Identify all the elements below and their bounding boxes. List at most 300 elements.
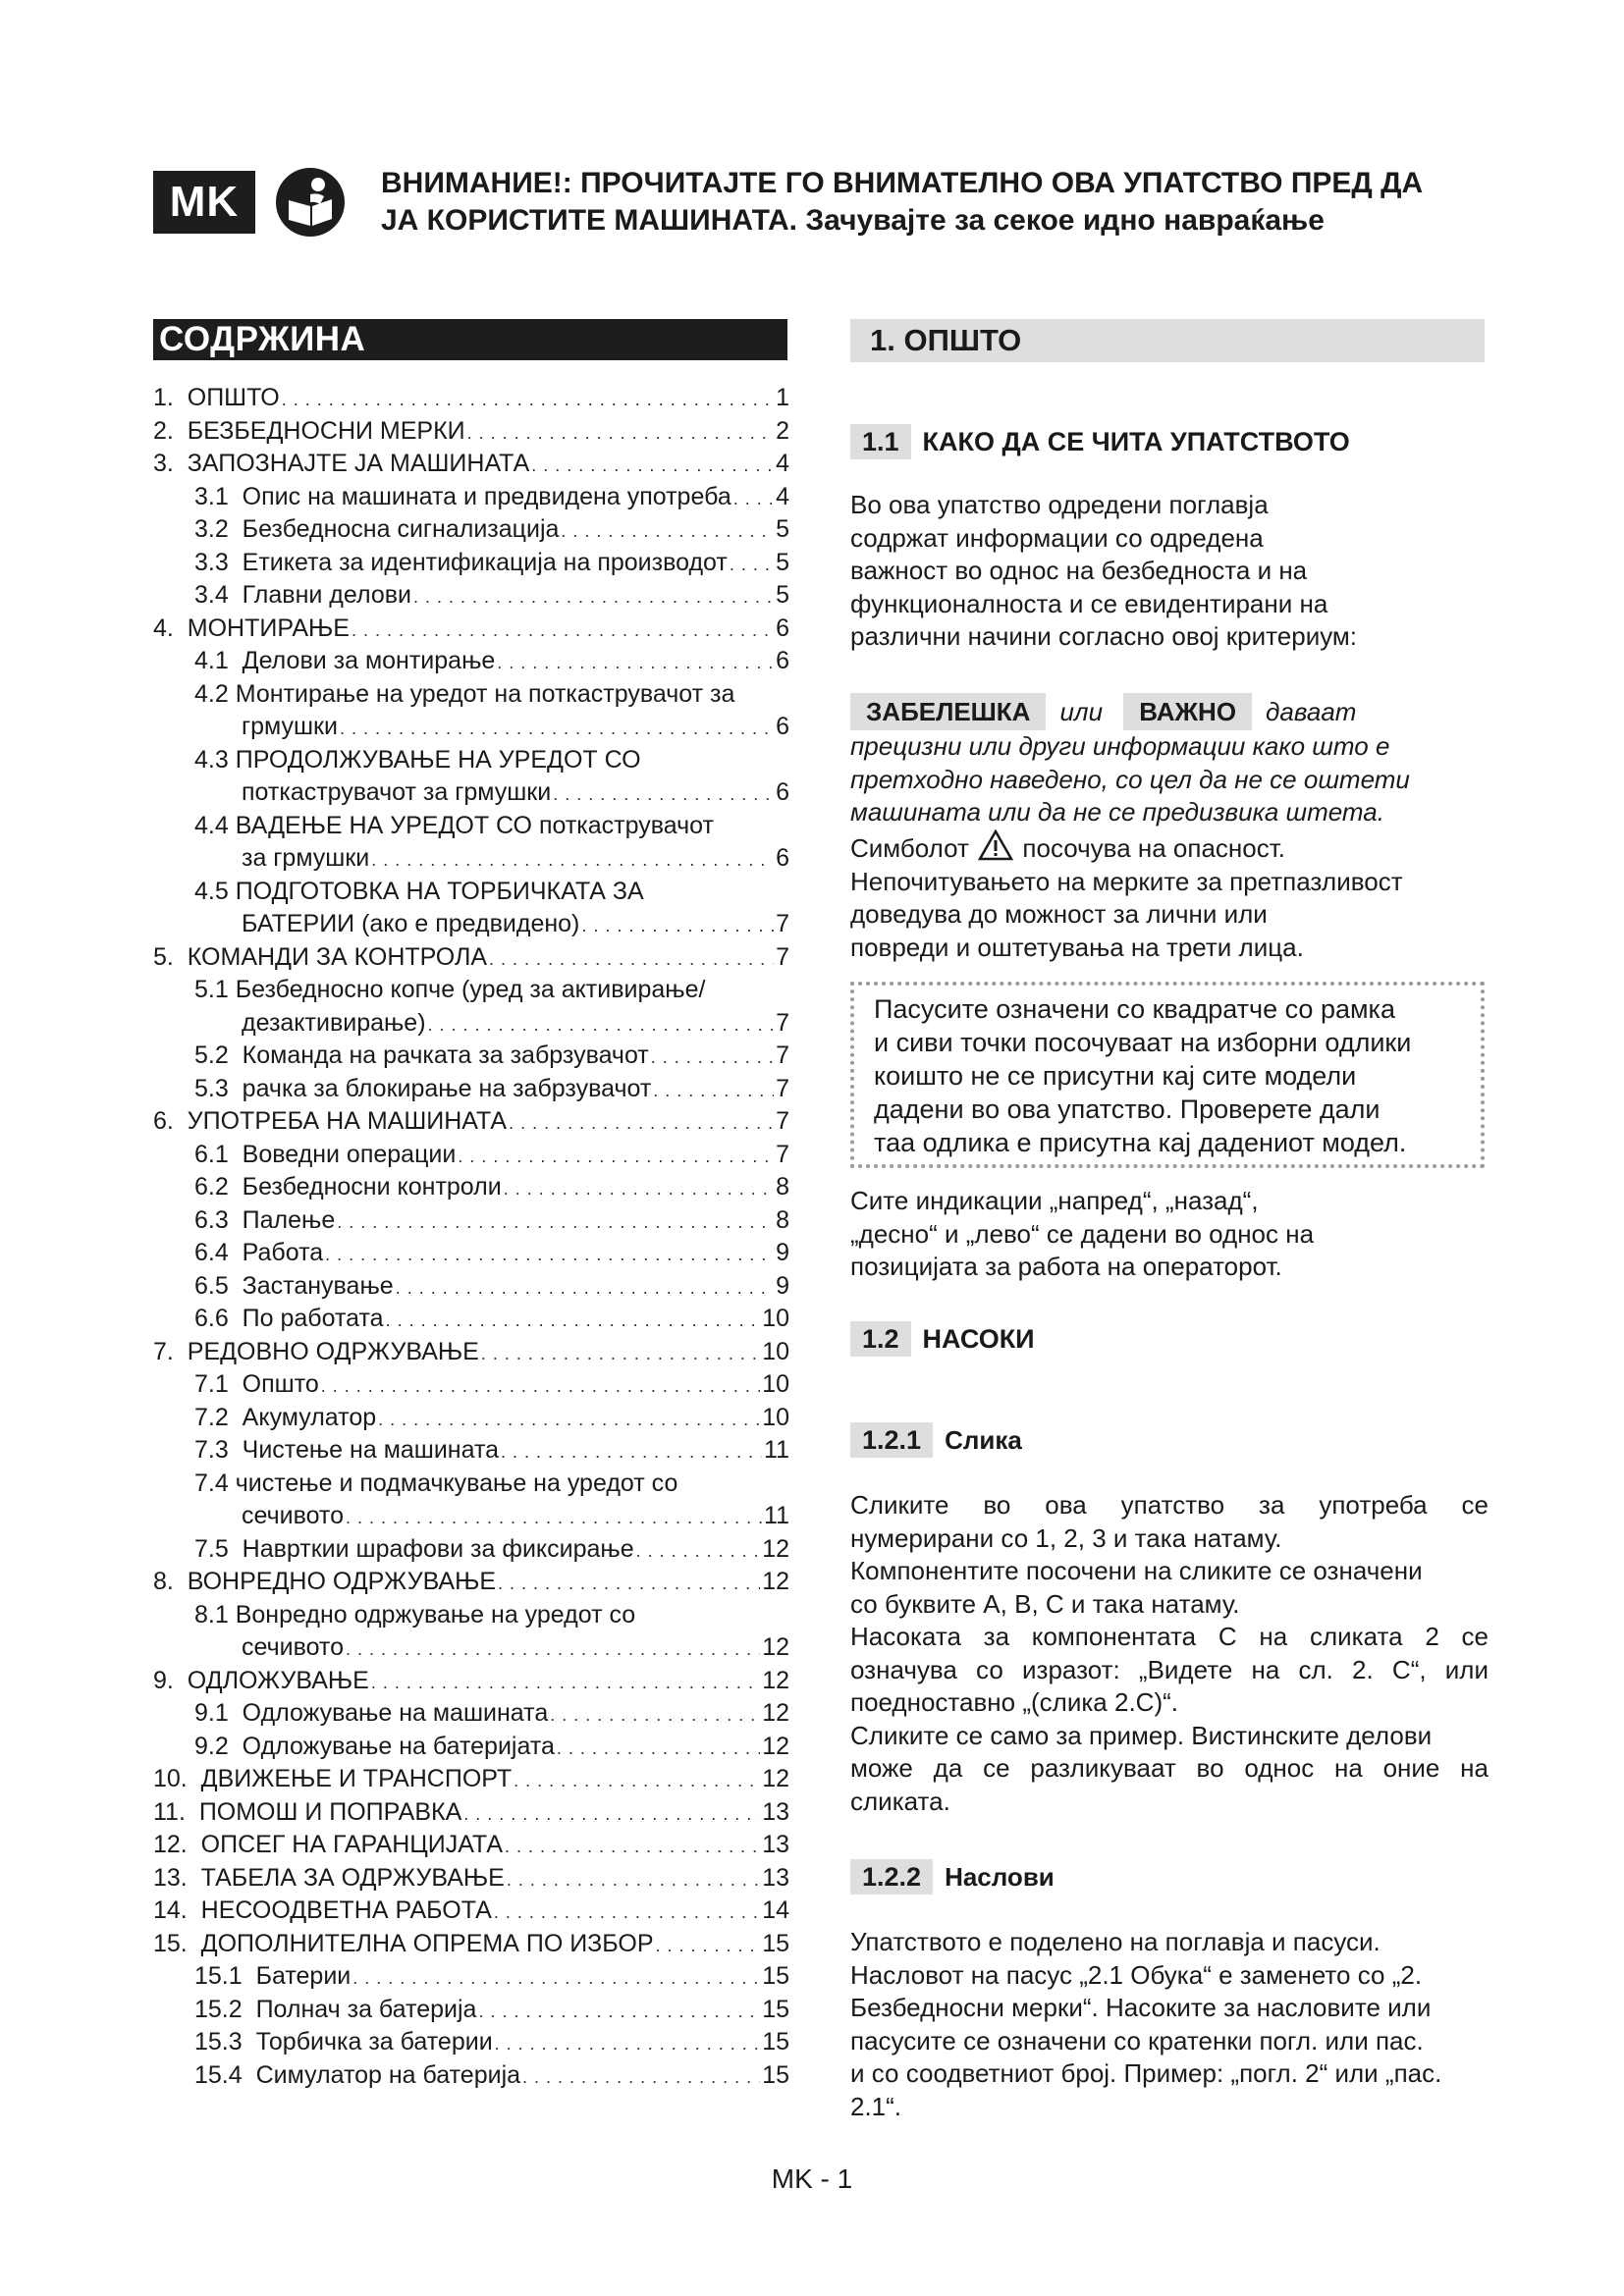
toc-entry-page: 6 <box>776 844 789 872</box>
toc-entry-number: 9. <box>153 1666 174 1694</box>
toc-leader-dots <box>428 1009 775 1042</box>
toc-entry[interactable] <box>153 1434 789 1468</box>
toc-entry-text: РЕДОВНО ОДРЖУВАЊЕ <box>187 1337 479 1365</box>
toc-entry-text: Полнач за батерија <box>255 1995 477 2023</box>
toc-entry[interactable] <box>153 1796 789 1830</box>
toc-entry-page: 12 <box>762 1534 789 1563</box>
toc-entry[interactable] <box>153 1040 789 1073</box>
toc-entry-number: 7. <box>153 1337 174 1365</box>
toc-entry-number: 3.2 <box>194 515 229 543</box>
warning-line-2: ЈА КОРИСТИТЕ МАШИНАТА. Зачувајте за секое идно навраќање <box>381 204 1325 237</box>
note-badge: ЗАБЕЛЕШКА <box>850 693 1046 730</box>
toc-entry-page: 15 <box>762 2060 789 2089</box>
toc-leader-dots <box>346 1502 762 1535</box>
toc-entry-page: 7 <box>776 1140 789 1168</box>
text-line: означува со изразот: „Видете на сл. 2. С“, или <box>850 1654 1489 1684</box>
toc-entry-page: 11 <box>764 1502 789 1529</box>
toc-entry-text: ПОДГОТОВКА НА ТОРБИЧКАТА ЗА <box>235 877 644 905</box>
toc-entry[interactable] <box>153 1960 789 1994</box>
toc-entry[interactable] <box>153 1895 789 1928</box>
toc-entry[interactable] <box>153 1303 789 1336</box>
toc-entry-text: Застанување <box>242 1271 394 1300</box>
toc-entry[interactable] <box>153 876 789 909</box>
toc-entry[interactable] <box>153 1665 789 1698</box>
toc-leader-dots <box>494 1896 760 1930</box>
subsection-heading-1-1 <box>850 424 1350 459</box>
toc-entry-page: 13 <box>762 1797 789 1826</box>
toc-entry[interactable] <box>153 579 789 613</box>
toc-entry-text: Акумулатор <box>242 1403 377 1431</box>
toc-entry-number: 12. <box>153 1831 188 1858</box>
toc-entry-text: Етикета за идентификација на производот <box>242 548 728 576</box>
toc-entry[interactable] <box>153 547 789 580</box>
toc-leader-dots <box>481 1338 760 1371</box>
toc-leader-dots <box>337 1206 774 1240</box>
subsection-title: Наслови <box>945 1861 1055 1892</box>
toc-leader-dots <box>467 417 774 451</box>
text-line: содржат информации со одредена <box>850 522 1264 553</box>
toc-leader-dots <box>504 1173 774 1206</box>
text-line: сликата. <box>850 1786 950 1816</box>
toc-entry[interactable] <box>153 1697 789 1731</box>
warning-line-1: ВНИМАНИЕ!: ПРОЧИТАЈТЕ ГО ВНИМАТЕЛНО ОВА УПАТСТВО ПРЕД ДА <box>381 167 1424 199</box>
toc-leader-dots <box>507 1864 760 1897</box>
text-line: Насловот на пасус „2.1 Обука“ е заменето со „2. <box>850 1959 1423 1990</box>
toc-leader-dots <box>557 1733 760 1766</box>
toc-entry[interactable] <box>153 711 789 744</box>
toc-entry-number: 6.3 <box>194 1205 229 1234</box>
toc-leader-dots <box>651 1041 774 1075</box>
read-manual-icon <box>275 167 346 238</box>
toc-entry-number: 5.2 <box>194 1041 229 1069</box>
subsection-title: НАСОКИ <box>922 1323 1035 1354</box>
text-line: повреди и оштетувања на трети лица. <box>850 932 1304 962</box>
toc-entry-number: 6. <box>153 1107 174 1135</box>
warning-triangle-icon <box>978 829 1013 861</box>
toc-entry-text-continued: за грмушки <box>242 844 370 872</box>
toc-entry-page: 5 <box>776 548 789 576</box>
toc-entry-page: 12 <box>762 1666 789 1694</box>
toc-entry-number: 5.1 <box>194 976 229 1003</box>
toc-entry-number: 13. <box>153 1863 188 1892</box>
toc-entry-page: 2 <box>776 416 789 445</box>
toc-leader-dots <box>656 1930 761 1963</box>
toc-entry[interactable] <box>153 776 789 810</box>
toc-entry[interactable] <box>153 415 789 449</box>
toc-entry-number: 4.1 <box>194 647 229 674</box>
toc-entry-number: 11. <box>153 1797 186 1826</box>
toc-leader-dots <box>352 1962 760 1996</box>
toc-leader-dots <box>733 483 774 516</box>
toc-entry-text: Работа <box>242 1239 324 1266</box>
toc-entry-text: чистење и подмачкување на уредот со <box>235 1468 678 1497</box>
toc-entry-number: 9.1 <box>194 1699 229 1727</box>
text-line: и со соодветниот број. Пример: „погл. 2“ или „пас. <box>850 2058 1442 2088</box>
toc-entry-text: ДВИЖЕЊЕ И ТРАНСПОРТ <box>200 1765 513 1792</box>
toc-leader-dots <box>346 1633 760 1667</box>
toc-entry-number: 1. <box>153 384 174 411</box>
word-or: или <box>1059 697 1104 726</box>
toc-entry-page: 5 <box>776 515 789 543</box>
toc-entry[interactable] <box>153 842 789 876</box>
toc-entry-number: 5. <box>153 942 174 971</box>
toc-leader-dots <box>495 2028 761 2061</box>
toc-entry-text: Вонредно одржување на уредот со <box>235 1600 636 1629</box>
toc-entry[interactable] <box>153 1468 789 1501</box>
text-line: Сликите се само за пример. Вистинските делови <box>850 1720 1433 1750</box>
toc-entry-text: БЕЗБЕДНОСНИ МЕРКИ <box>187 416 465 445</box>
toc-entry-page: 12 <box>762 1633 789 1661</box>
toc-entry[interactable] <box>153 1994 789 2027</box>
language-badge: MK <box>153 171 255 234</box>
toc-leader-dots <box>550 1699 760 1733</box>
toc-entry-text: ОДЛОЖУВАЊЕ <box>187 1666 369 1694</box>
toc-entry[interactable] <box>153 1171 789 1204</box>
toc-entry-text: Безбедносно копче (уред за активирање/ <box>235 976 706 1003</box>
symbol-text-before: Симболот <box>850 833 969 863</box>
toc-entry-text: ТАБЕЛА ЗА ОДРЖУВАЊЕ <box>200 1863 505 1892</box>
toc-entry[interactable] <box>153 1631 789 1665</box>
toc-entry[interactable] <box>153 2026 789 2059</box>
optional-features-box <box>850 982 1485 1168</box>
toc-leader-dots <box>489 943 774 977</box>
toc-entry-text: Палење <box>242 1205 336 1234</box>
text-line: Сликите во ова упатство за употреба се <box>850 1490 1489 1520</box>
toc-entry-page: 15 <box>762 1962 789 1990</box>
toc-entry-text: Команда на рачката за забрзувачот <box>242 1041 649 1069</box>
toc-leader-dots <box>730 549 774 582</box>
toc-entry[interactable] <box>153 1731 789 1764</box>
toc-entry-text: ОПСЕГ НА ГАРАНЦИЈАТА <box>200 1831 504 1858</box>
toc-leader-dots <box>522 2061 760 2095</box>
toc-entry-number: 4.2 <box>194 679 229 708</box>
toc-entry-text-continued: сечивото <box>242 1633 344 1661</box>
toc-leader-dots <box>497 647 774 680</box>
toc-entry-text-continued: дезактивирање) <box>242 1008 426 1037</box>
toc-entry[interactable] <box>153 1928 789 1961</box>
text-line: машината или да не се предизвика штета. <box>850 797 1384 827</box>
subsection-number: 1.2 <box>850 1321 911 1357</box>
text-line: Насоката за компонентата С на сликата 2 се <box>850 1622 1489 1651</box>
toc-entry-text: Батерии <box>255 1962 352 1990</box>
text-line: нумерирани со 1, 2, 3 и така натаму. <box>850 1522 1282 1553</box>
toc-entry-number: 15.3 <box>194 2028 243 2056</box>
toc-entry[interactable] <box>153 1270 789 1304</box>
toc-entry-text: Чистење на машината <box>242 1436 500 1464</box>
toc-entry-text: Одложување на батеријата <box>242 1732 555 1760</box>
toc-entry-page: 10 <box>762 1370 789 1398</box>
toc-leader-dots <box>371 1667 760 1700</box>
note-paragraph <box>850 693 1489 829</box>
toc-leader-dots <box>386 1305 761 1338</box>
toc-leader-dots <box>514 1765 760 1798</box>
toc-leader-dots <box>478 1996 760 2029</box>
text-line: „десно“ и „лево“ се дадени во однос на <box>850 1218 1315 1249</box>
toc-entry[interactable] <box>153 908 789 941</box>
subsection-title: КАКО ДА СЕ ЧИТА УПАТСТВОТО <box>922 426 1350 456</box>
toc-entry[interactable] <box>153 1862 789 1896</box>
section-title: 1. ОПШТО <box>850 319 1485 362</box>
toc-entry-page: 15 <box>762 2028 789 2056</box>
toc-entry-page: 9 <box>776 1271 789 1300</box>
toc-leader-dots <box>396 1272 774 1306</box>
toc-entry[interactable] <box>153 1204 789 1238</box>
toc-entry-number: 7.4 <box>194 1468 229 1497</box>
toc-entry-page: 7 <box>776 1107 789 1135</box>
toc-leader-dots <box>325 1239 774 1272</box>
toc-entry-page: 4 <box>776 482 789 510</box>
text-line: Сите индикации „напред“, „назад“, <box>850 1186 1259 1215</box>
toc-entry-number: 15.4 <box>194 2060 243 2089</box>
toc-entry-page: 5 <box>776 581 789 609</box>
text-line: поедноставно „(слика 2.С)“. <box>850 1687 1178 1717</box>
text-line: претходно наведено, со цел да не се оштети <box>850 764 1410 794</box>
toc-entry[interactable] <box>153 974 789 1007</box>
text-line: функционалноста и се евидентирани на <box>850 588 1328 618</box>
toc-leader-dots <box>458 1141 774 1174</box>
toc-entry-text: Делови за монтирање <box>242 647 496 674</box>
toc-leader-dots <box>501 1436 762 1469</box>
toc-entry-text: Безбедносни контроли <box>242 1173 502 1201</box>
toc-entry-page: 12 <box>762 1699 789 1727</box>
text-line: прецизни или други информации како што е <box>850 731 1390 761</box>
subsection-title: Слика <box>945 1424 1022 1455</box>
subsection-heading-1-2-1 <box>850 1422 1022 1458</box>
toc-entry-text: НЕСООДВЕТНА РАБОТА <box>200 1896 492 1924</box>
text-line: со буквите А, В, С и така натаму. <box>850 1588 1240 1619</box>
toc-entry-number: 7.3 <box>194 1436 229 1464</box>
text-line: пасусите се означени со кратенки погл. или пас. <box>850 2025 1424 2056</box>
toc-entry-page: 7 <box>776 1008 789 1037</box>
hazard-paragraph <box>850 829 1489 964</box>
toc-entry-text: ЗАПОЗНАЈТЕ ЈА МАШИНАТА <box>187 450 530 477</box>
text-line: 2.1“. <box>850 2091 902 2121</box>
text-line: Непочитувањето на мерките за претпазливост <box>850 866 1403 896</box>
toc-leader-dots <box>282 384 774 417</box>
note-text-start: даваат <box>1266 697 1357 726</box>
toc-leader-dots <box>371 844 774 878</box>
toc-leader-dots <box>352 614 774 648</box>
toc-entry-number: 5.3 <box>194 1074 229 1102</box>
toc-entry-page: 14 <box>762 1896 789 1924</box>
toc-entry-number: 3. <box>153 450 174 477</box>
symbol-text-after: посочува на опасност. <box>1022 833 1285 863</box>
toc-entry-text: Монтирање на уредот на поткаструвачот за <box>235 679 735 708</box>
toc-entry-number: 15. <box>153 1929 188 1957</box>
text-line: дадени во ова упатство. Проверете дали <box>874 1095 1380 1124</box>
toc-entry-text-continued: БАТЕРИИ (ако е предвидено) <box>242 910 580 937</box>
toc-entry-number: 14. <box>153 1896 188 1924</box>
toc-entry[interactable] <box>153 744 789 777</box>
toc-entry-page: 4 <box>776 450 789 477</box>
toc-entry[interactable] <box>153 1139 789 1172</box>
toc-entry[interactable] <box>153 1533 789 1567</box>
toc-entry[interactable] <box>153 382 789 415</box>
toc-entry-text: По работата <box>242 1305 384 1332</box>
toc-entry[interactable] <box>153 810 789 843</box>
warning-title <box>381 165 1540 240</box>
text-line: Во ова упатство одредени поглавја <box>850 490 1269 519</box>
toc-entry-number: 15.2 <box>194 1995 243 2023</box>
toc-entry-page: 13 <box>762 1831 789 1858</box>
toc-entry-text: Безбедносна сигнализација <box>242 515 560 543</box>
toc-entry-number: 15.1 <box>194 1962 243 1990</box>
text-line: коишто не се присутни кај сите модели <box>874 1061 1357 1091</box>
toc-entry-text: КОМАНДИ ЗА КОНТРОЛА <box>187 942 488 971</box>
toc-entry-number: 2. <box>153 416 174 445</box>
toc-entry[interactable] <box>153 678 789 712</box>
toc-entry-page: 12 <box>762 1765 789 1792</box>
toc-entry-number: 10. <box>153 1765 188 1792</box>
toc-leader-dots <box>561 515 774 549</box>
toc-entry-page: 9 <box>776 1239 789 1266</box>
toc-entry-page: 10 <box>762 1305 789 1332</box>
toc-entry-number: 9.2 <box>194 1732 229 1760</box>
toc-entry-text: Главни делови <box>242 581 411 609</box>
toc-entry-text: ДОПОЛНИТЕЛНА ОПРЕМА ПО ИЗБОР <box>200 1929 654 1957</box>
toc-entry-number: 7.2 <box>194 1403 229 1431</box>
toc-entry[interactable] <box>153 613 789 646</box>
toc-entry-text-continued: сечивото <box>242 1502 344 1529</box>
text-line: доведува до можност за лични или <box>850 899 1268 929</box>
subsection-number: 1.1 <box>850 424 911 459</box>
toc-entry[interactable] <box>153 1566 789 1599</box>
toc-entry-number: 4.3 <box>194 745 229 774</box>
toc-entry[interactable] <box>153 1829 789 1862</box>
toc-entry-text: ПРОДОЛЖУВАЊЕ НА УРЕДОТ СО <box>235 745 641 774</box>
toc-entry-page: 6 <box>776 647 789 674</box>
toc-entry-number: 4.5 <box>194 877 229 905</box>
text-line: таа одлика е присутна кај дадениот модел. <box>874 1128 1407 1157</box>
toc-entry-page: 7 <box>776 1041 789 1069</box>
toc-entry[interactable] <box>153 1237 789 1270</box>
toc-entry-page: 1 <box>776 384 789 411</box>
text-line: Пасусите означени со квадратче со рамка <box>874 994 1395 1024</box>
toc-entry-page: 6 <box>776 713 789 740</box>
headings-paragraph <box>850 1926 1489 2123</box>
toc-entry-number: 8. <box>153 1568 174 1595</box>
toc-entry-page: 7 <box>776 910 789 937</box>
toc-entry-number: 7.5 <box>194 1534 229 1563</box>
toc-leader-dots <box>340 713 774 746</box>
toc-entry[interactable] <box>153 1402 789 1435</box>
subsection-heading-1-2 <box>850 1321 1035 1357</box>
toc-entry-page: 11 <box>764 1436 789 1464</box>
toc-entry[interactable] <box>153 1368 789 1402</box>
text-line: различни начини согласно овој критериум: <box>850 621 1358 651</box>
toc-entry-text: ВАДЕЊЕ НА УРЕДОТ СО поткаструвачот <box>235 811 714 839</box>
subsection-number: 1.2.1 <box>850 1422 933 1458</box>
toc-entry-text: Одложување на машината <box>242 1699 549 1727</box>
toc-leader-dots <box>498 1568 760 1601</box>
toc-leader-dots <box>321 1370 760 1404</box>
toc-entry-number: 3.4 <box>194 581 229 609</box>
toc-entry-page: 12 <box>762 1732 789 1760</box>
toc-entry-text: МОНТИРАЊЕ <box>187 614 350 642</box>
toc-entry-number: 4.4 <box>194 811 229 839</box>
subsection-heading-1-2-2 <box>850 1859 1055 1895</box>
toc-entry[interactable] <box>153 481 789 514</box>
toc-entry-page: 15 <box>762 1995 789 2023</box>
toc-entry-text: ПОМОШ И ПОПРАВКА <box>198 1797 462 1826</box>
toc-title: СОДРЖИНА <box>153 319 787 360</box>
toc-entry-page: 7 <box>776 942 789 971</box>
toc-leader-dots <box>531 450 774 483</box>
toc-entry[interactable] <box>153 513 789 547</box>
toc-entry-page: 15 <box>762 1929 789 1957</box>
toc-entry-text: УПОТРЕБА НА МАШИНАТА <box>187 1107 508 1135</box>
direction-paragraph <box>850 1185 1489 1284</box>
toc-entry[interactable] <box>153 1007 789 1041</box>
toc-entry-number: 6.5 <box>194 1271 229 1300</box>
toc-leader-dots <box>505 1831 760 1864</box>
toc-entry-number: 6.2 <box>194 1173 229 1201</box>
toc-entry-text: ОПШТО <box>187 384 280 411</box>
toc-entry[interactable] <box>153 645 789 678</box>
text-line: Безбедносни мерки“. Насоките за насловите или <box>850 1993 1432 2022</box>
toc-entry-text: рачка за блокирање на забрзувачот <box>242 1074 652 1102</box>
toc-entry-text: Воведни операции <box>242 1140 457 1168</box>
toc-entry-text-continued: грмушки <box>242 713 338 740</box>
toc-entry[interactable] <box>153 1599 789 1632</box>
toc-entry-number: 3.3 <box>194 548 229 576</box>
toc-entry[interactable] <box>153 941 789 975</box>
toc-leader-dots <box>553 778 774 812</box>
toc-entry[interactable] <box>153 1105 789 1139</box>
toc-entry[interactable] <box>153 2059 789 2093</box>
intro-paragraph <box>850 489 1489 654</box>
toc-entry-number: 8.1 <box>194 1600 229 1629</box>
toc-entry-text: Торбичка за батерии <box>255 2028 493 2056</box>
toc-entry-page: 12 <box>762 1568 789 1595</box>
toc-entry-page: 8 <box>776 1173 789 1201</box>
toc-leader-dots <box>581 910 774 943</box>
toc-entry-page: 13 <box>762 1863 789 1892</box>
text-line: Компонентите посочени на сликите се означени <box>850 1556 1423 1585</box>
toc-entry-number: 3.1 <box>194 482 229 510</box>
symbol-line <box>850 829 1489 866</box>
toc-entry-text: Наврткии шрафови за фиксирање <box>242 1534 634 1563</box>
toc-entry-page: 7 <box>776 1074 789 1102</box>
text-line: може да се разликуваат во однос на оние на <box>850 1753 1489 1783</box>
toc-entry[interactable] <box>153 448 789 481</box>
toc-leader-dots <box>636 1535 761 1569</box>
toc-entry-page: 10 <box>762 1337 789 1365</box>
text-line: позицијата за работа на операторот. <box>850 1252 1282 1281</box>
toc-entry-number: 6.4 <box>194 1239 229 1266</box>
toc-leader-dots <box>413 581 774 614</box>
table-of-contents <box>153 382 789 2092</box>
toc-leader-dots <box>463 1798 760 1832</box>
toc-entry-number: 7.1 <box>194 1370 229 1398</box>
page-number: MK - 1 <box>771 2163 853 2194</box>
toc-leader-dots <box>378 1404 760 1437</box>
figures-paragraph <box>850 1489 1489 1818</box>
toc-entry-number: 4. <box>153 614 174 642</box>
toc-entry-number: 6.6 <box>194 1305 229 1332</box>
subsection-number: 1.2.2 <box>850 1859 933 1895</box>
toc-entry[interactable] <box>153 1073 789 1106</box>
toc-entry-number: 6.1 <box>194 1140 229 1168</box>
toc-entry[interactable] <box>153 1336 789 1369</box>
toc-leader-dots <box>653 1075 774 1108</box>
toc-entry-text: Симулатор на батерија <box>255 2060 521 2089</box>
toc-entry-text-continued: поткаструвачот за грмушки <box>242 778 552 806</box>
toc-entry-page: 6 <box>776 614 789 642</box>
toc-entry[interactable] <box>153 1500 789 1533</box>
toc-entry-text: Општо <box>242 1370 319 1398</box>
toc-entry[interactable] <box>153 1763 789 1796</box>
